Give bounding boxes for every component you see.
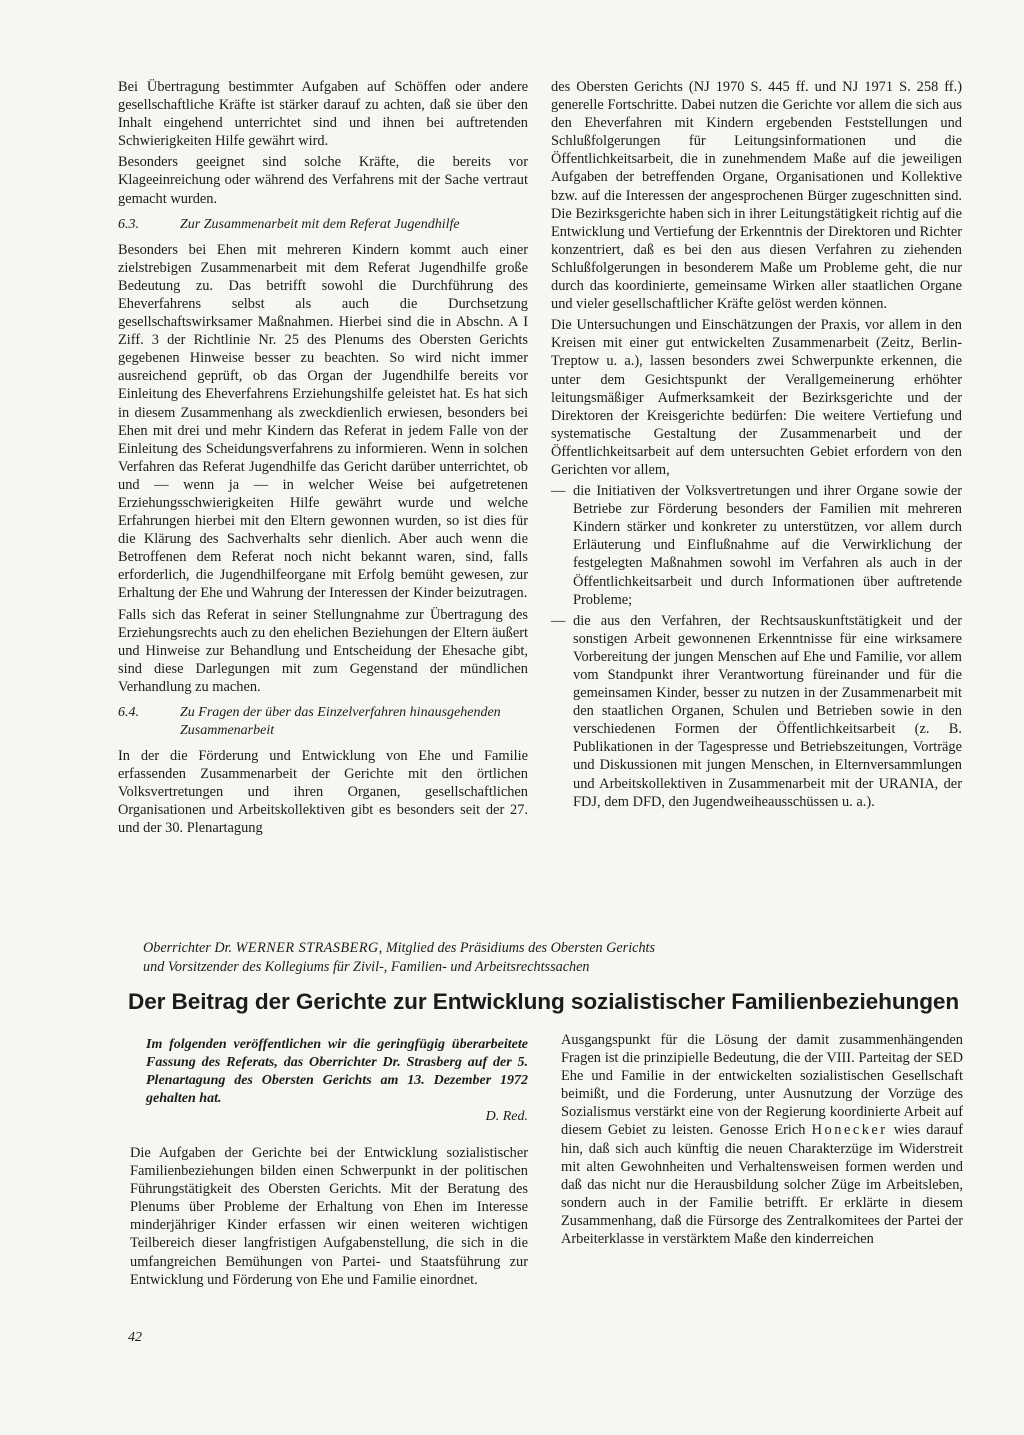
paragraph: Besonders bei Ehen mit mehreren Kindern kommt auch einer zielstrebigen Zusammenarbeit mit dem Referat Jugendhilfe große Bedeutung zu. Das betrifft sowohl die Durchführung des Eheverfahrens selbst als auch die Durchsetzung gesellschaftswirksamer Maßnahmen. Hierbei sind die in Abschn. A I Ziff. 3 der Richtlinie Nr. 25 des Plenums des Obersten Gerichts gegebenen Hinweise besser zu beachten. So wird nicht immer ausreichend geprüft, ob das Organ der Jugendhilfe bereits vor Einleitung des Eheverfahrens Erziehungshilfe geleistet hat. Es hat sich in diesem Zusammenhang als zweckdienlich erwiesen, besonders bei Ehen mit drei und mehr Kindern das Referat in jedem Falle von der Einleitung des Scheidungsverfahrens zu informieren. Wenn in solchen Verfahren das Referat Jugendhilfe das Gericht darüber unterrichtet, ob und — wenn ja — in welcher Weise bei aufgetretenen Erziehungsschwierigkeiten Hilfe gewährt wurde und welche Erfahrungen hierbei mit den Eltern gewonnen wurden, so ist dies für die Klärung des Sachverhalts sehr dienlich. Aber auch wenn die Betroffenen dem Referat noch nicht bekannt waren, sind, falls erforderlich, die Jugendhilfeorgane mit Erfolg bemüht gewesen, zur Erhaltung der Ehe und Wahrung der Interessen der Kinder beizutragen. xyxy=(118,241,528,602)
dash-bullet: — xyxy=(551,483,566,500)
paragraph-text: Ausgangspunkt für die Lösung der damit zusammenhängenden Fragen ist die prinzipielle Bedeutung, die der VIII. Parteitag der SED Ehe und Familie in der entwickelten sozialistischen Gesellschaft beimißt, und die Forderung, unter Ausnutzung der Vorzüge des Sozialismus verstärkt eine von der Regierung koordinierte Arbeit auf diesem Gebiet zu leisten. Genosse Erich xyxy=(561,1032,963,1139)
paragraph: Die Aufgaben der Gerichte bei der Entwicklung sozialistischer Familienbeziehungen bilden einen Schwerpunkt in der politischen Führungstätigkeit des Obersten Gerichts. Mit der Beratung des Plenums über Probleme der Erhaltung von Ehen im Interesse minderjähriger Kinder erfassen wir einen weiteren wichtigen Teilbereich dieser langfristigen Aufgabenstellung, die sich in die umfangreichen Bemühungen von Partei- und Staatsführung zur Entwicklung und Förderung von Ehe und Familie einordnet. xyxy=(130,1145,528,1288)
left-column-top xyxy=(118,78,528,840)
paragraph: Falls sich das Referat in seiner Stellungnahme zur Übertragung des Erziehungsrechts auch zu den ehelichen Beziehungen der Eltern äußert und Hinweise zur Behandlung und Entscheidung der Ehesache gibt, sind diese Darlegungen mit zum Gegenstand der mündlichen Verhandlung zu machen. xyxy=(118,606,528,695)
author-prefix: Oberrichter Dr. xyxy=(143,940,236,956)
paragraph xyxy=(561,1031,963,1248)
paragraph: Bei Übertragung bestimmter Aufgaben auf Schöffen oder andere gesellschaftliche Kräfte ist stärker darauf zu achten, daß sie über den Inhalt eingehend unterrichtet sind und ihnen bei auftretenden Schwierigkeiten Hilfe gewährt wird. xyxy=(118,79,528,150)
editorial-note-text: Im folgenden veröffentlichen wir die geringfügig überarbeitete Fassung des Referats, das Oberrichter Dr. Strasberg auf der 5. Plenartagung des Obersten Gerichts am 13. Dezember 1972 gehalten hat. xyxy=(146,1037,528,1106)
article-headline: Der Beitrag der Gerichte zur Entwicklung sozialistischer Familienbeziehungen xyxy=(128,989,960,1014)
author-role: , Mitglied des Präsidiums des Obersten Gerichts xyxy=(378,940,655,956)
page-number: 42 xyxy=(128,1330,142,1345)
left-column-bottom xyxy=(130,1036,528,1292)
section-title: Zur Zusammenarbeit mit dem Referat Jugendhilfe xyxy=(180,216,460,232)
right-column-bottom xyxy=(561,1031,963,1251)
paragraph: Die Untersuchungen und Einschätzungen der Praxis, vor allem in den Kreisen mit einer gut entwickelten Zusammenarbeit (Zeitz, Berlin-Treptow u. a.), lassen besonders zwei Schwerpunkte erkennen, die unter dem Gesichtspunkt der Verallgemeinerung erhöhter leitungsmäßiger Aufmerksamkeit der Bezirksgerichte und der Direktoren der Kreisgerichte bedürfen: Die weitere Vertiefung und systematische Gestaltung der Zusammenarbeit und der Öffentlichkeitsarbeit auf dem untersuchten Gebiet erfordern von den Gerichten vor allem, xyxy=(551,317,962,478)
spaced-name: Honecker xyxy=(811,1122,888,1139)
author-line-2: und Vorsitzender des Kollegiums für Zivil-, Familien- und Arbeitsrechtssachen xyxy=(143,958,590,975)
section-heading-6-3 xyxy=(118,216,528,234)
list-item xyxy=(551,612,962,811)
author-line-1 xyxy=(143,939,963,958)
section-number: 6.4. xyxy=(118,705,139,720)
list-item xyxy=(551,482,962,609)
author-byline xyxy=(143,939,963,976)
paragraph: Besonders geeignet sind solche Kräfte, die bereits vor Klageeinreichung oder während des Verfahrens mit der Sache vertraut gemacht wurden. xyxy=(118,154,528,207)
author-name: WERNER STRASBERG xyxy=(235,940,379,956)
paragraph: des Obersten Gerichts (NJ 1970 S. 445 ff. und NJ 1971 S. 258 ff.) generelle Fortschritte. Dabei nutzen die Gerichte vor allem die sich aus den Eheverfahren mit Kindern ergebenden Feststellungen und Schlußfolgerungen für Leitungsinformationen und die Öffentlichkeitsarbeit, die in zunehmendem Maße auf die jeweiligen Aufgaben der betreffenden Organe, Organisationen und Kollektive bzw. auf die Interessen der angesprochenen Bürger zugeschnitten sind. Die Bezirksgerichte haben sich in ihrer Leitungstätigkeit richtig auf die Entwicklung und Vertiefung der Erkenntnis der Direktoren und Richter konzentriert, daß es bei den aus diesen Verfahren zu ziehenden Schlußfolgerungen in besonderem Maße um Probleme geht, die nur durch das koordinierte, gemeinsame Wirken aller staatlichen Organe und vieler gesellschaftlicher Kräfte gelöst werden können. xyxy=(551,79,962,313)
section-title: Zu Fragen der über das Einzelverfahren hinausgehenden Zusammenarbeit xyxy=(180,705,501,738)
list-item-text: die Initiativen der Volksvertretungen und ihrer Organe sowie der Betriebe zur Förderung besonders der Familien mit mehreren Kindern stärker und konkreter zu unterstützen, vor allem durch Erläuterung und Einflußnahme auf die Verwirklichung der festgelegten Maßnahmen sowohl im Verfahren als auch in der Öffentlichkeitsarbeit und durch Informationen über auftretende Probleme; xyxy=(573,483,962,608)
editorial-note xyxy=(146,1036,528,1126)
list-item-text: die aus den Verfahren, der Rechtsauskunftstätigkeit und der sonstigen Arbeit gewonnenen Erkenntnisse für eine wirksamere Vorbereitung der jungen Menschen auf Ehe und Familie, vor allem vom Standpunkt ihrer Verantwortung füreinander und für die gemeinsamen Kinder, besser zu nutzen in der Zusammenarbeit mit den staatlichen Organen, Schulen und Betrieben sowie in den verschiedenen Formen der Öffentlichkeitsarbeit (z. B. Publikationen in der Tagespresse und Betriebszeitungen, Vorträge und Diskussionen mit jungen Menschen, in Elternversammlungen und Arbeitskollektiven in Zusammenarbeit mit der URANIA, der FDJ, dem DFD, den Jugendweiheausschüssen u. a.). xyxy=(573,612,962,810)
paragraph-text: wies darauf hin, daß sich auch künftig die neuen Charakterzüge im Widerstreit mit alten Gewohnheiten und Verhaltensweisen formen werden und daß das nicht nur die Herausbildung solcher Züge im Arbeitsleben, sondern auch in der Familie betrifft. Er erklärte in diesem Zusammenhang, daß die Fürsorge des Zentralkomitees der Partei der Arbeiterklasse in verstärktem Maße den kinderreichen xyxy=(561,1122,964,1248)
section-heading-6-4 xyxy=(118,704,528,740)
section-number: 6.3. xyxy=(118,216,139,232)
editorial-signature: D. Red. xyxy=(485,1109,528,1124)
paragraph: In der die Förderung und Entwicklung von Ehe und Familie erfassenden Zusammenarbeit der Gerichte mit den örtlichen Volksvertretungen und ihren Organen, gesellschaftlichen Organisationen und Arbeitskollektiven gibt es besonders seit der 27. und der 30. Plenartagung xyxy=(118,748,528,837)
right-column-top xyxy=(551,78,962,814)
dash-bullet: — xyxy=(551,612,566,629)
